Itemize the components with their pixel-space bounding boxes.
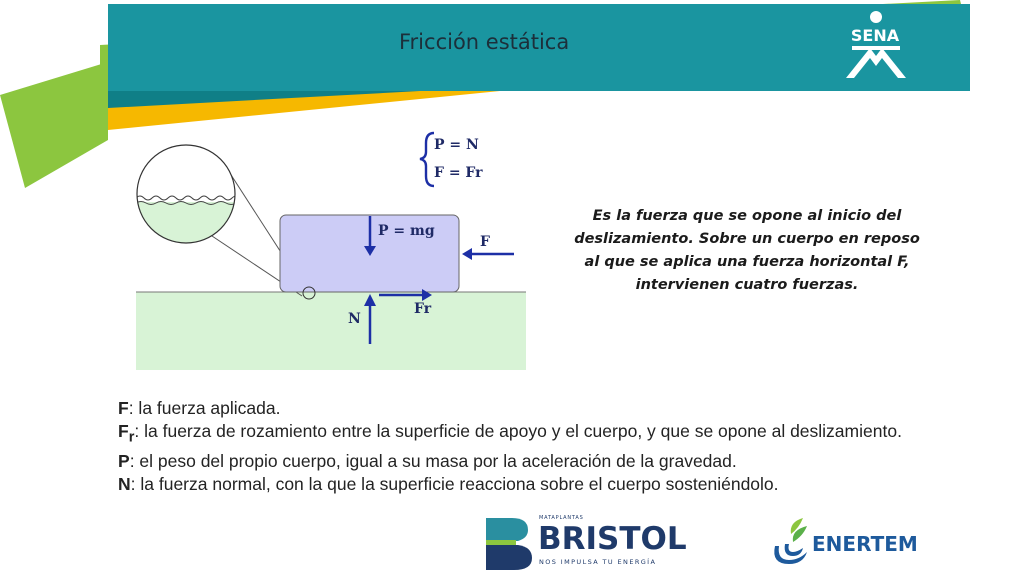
definition-text: : la fuerza de rozamiento entre la superficie de apoyo y el cuerpo, y que se opone al deslizamiento. (134, 421, 902, 441)
definition-symbol: P (118, 450, 130, 471)
sena-logo (830, 8, 920, 86)
bristol-small-text: MATAPLANTAS (539, 515, 584, 521)
sena-logo-head (870, 11, 882, 23)
applied-force-label: F (480, 234, 490, 250)
equation-f-fr: F = Fr (434, 165, 483, 181)
zoom-ground-region (136, 202, 236, 252)
sena-logo-text: SENA (850, 26, 900, 45)
equation-p-n: P = N (434, 137, 479, 153)
bristol-mark-top (486, 518, 528, 541)
definition-text: : la fuerza normal, con la que la superficie reacciona sobre el cuerpo sosteniéndolo. (130, 473, 779, 494)
definition-symbol: N (118, 473, 131, 494)
weight-label: P = mg (378, 223, 435, 239)
enertem-wordmark: ENERTEM (812, 532, 918, 556)
definition-symbol: F (118, 421, 129, 441)
friction-diagram (136, 128, 528, 372)
bristol-mark-bottom (486, 545, 532, 570)
applied-force-arrow-head (462, 248, 472, 260)
page-title: Fricción estática (399, 30, 570, 54)
definition-p (118, 450, 1008, 473)
bristol-mark-accent (486, 540, 516, 545)
definition-f (118, 397, 1008, 420)
ground-surface (136, 292, 526, 370)
definition-text: : la fuerza aplicada. (128, 398, 281, 418)
enertem-swoosh-inner (785, 544, 803, 556)
definitions-list (118, 397, 1008, 496)
definition-symbol: F (118, 398, 129, 418)
description-text: Es la fuerza que se opone al inicio del deslizamiento. Sobre un cuerpo en reposo al que se aplica una fuerza horizontal F, intervienen cuatro fuerzas. (574, 208, 920, 293)
enertem-logo-mark (769, 516, 813, 568)
definition-subscript: r (128, 429, 135, 446)
bristol-tagline: NOS IMPULSA TU ENERGÍA (539, 558, 657, 566)
friction-label: Fr (414, 301, 432, 317)
green-stripe (0, 62, 108, 188)
bristol-wordmark: BRISTOL (538, 521, 687, 557)
sena-logo-figure (846, 48, 906, 78)
zoom-block-region (136, 144, 236, 202)
definition-text: : el peso del propio cuerpo, igual a su masa por la aceleración de la gravedad. (129, 450, 737, 471)
definition-fr (118, 420, 1008, 450)
bristol-logo-mark (484, 514, 536, 572)
definition-n (118, 473, 1008, 496)
normal-label: N (348, 311, 361, 327)
equations-brace (420, 133, 434, 186)
sena-logo-bar (852, 46, 900, 50)
